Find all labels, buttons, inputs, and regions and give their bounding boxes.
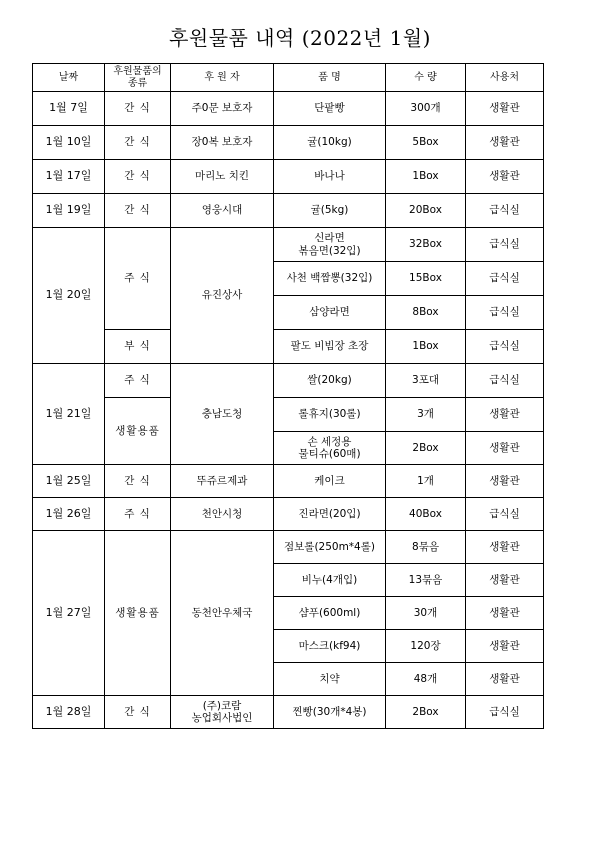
quantity-cell: 3포대 xyxy=(386,364,466,398)
quantity-cell: 1Box xyxy=(386,160,466,194)
header-item: 품 명 xyxy=(274,64,386,92)
table-row xyxy=(33,696,544,729)
date-cell: 1월 10일 xyxy=(33,126,105,160)
usage-place-cell: 생활관 xyxy=(466,432,544,465)
item-cell: 귤(5kg) xyxy=(274,194,386,228)
table-body xyxy=(33,92,544,729)
donor-cell: 뚜쥬르제과 xyxy=(171,465,274,498)
header-row xyxy=(33,64,544,92)
header-type: 후원물품의 종류 xyxy=(105,64,171,92)
donor-cell: 유진상사 xyxy=(171,228,274,364)
type-cell: 간 식 xyxy=(105,194,171,228)
item-cell: 단팥빵 xyxy=(274,92,386,126)
table-row xyxy=(33,330,544,364)
date-cell: 1월 20일 xyxy=(33,228,105,364)
table-row xyxy=(33,498,544,531)
usage-place-cell: 급식실 xyxy=(466,296,544,330)
usage-place-cell: 생활관 xyxy=(466,597,544,630)
usage-place-cell: 급식실 xyxy=(466,364,544,398)
table-row xyxy=(33,92,544,126)
item-cell: 귤(10kg) xyxy=(274,126,386,160)
header-place: 사용처 xyxy=(466,64,544,92)
donor-cell: 동천안우체국 xyxy=(171,531,274,696)
page-title: 후원물품 내역 (2022년 1월) xyxy=(169,26,431,50)
item-cell: 바나나 xyxy=(274,160,386,194)
type-cell: 간 식 xyxy=(105,92,171,126)
quantity-cell: 5Box xyxy=(386,126,466,160)
quantity-cell: 32Box xyxy=(386,228,466,262)
item-cell: 샴푸(600ml) xyxy=(274,597,386,630)
usage-place-cell: 급식실 xyxy=(466,194,544,228)
date-cell: 1월 26일 xyxy=(33,498,105,531)
quantity-cell: 13묶음 xyxy=(386,564,466,597)
quantity-cell: 8Box xyxy=(386,296,466,330)
item-cell: 찐빵(30개*4봉) xyxy=(274,696,386,729)
item-cell: 삼양라면 xyxy=(274,296,386,330)
usage-place-cell: 생활관 xyxy=(466,663,544,696)
item-cell: 치약 xyxy=(274,663,386,696)
donation-table xyxy=(32,63,544,729)
usage-place-cell: 생활관 xyxy=(466,160,544,194)
donor-cell: 천안시청 xyxy=(171,498,274,531)
date-cell: 1월 28일 xyxy=(33,696,105,729)
usage-place-cell: 생활관 xyxy=(466,630,544,663)
usage-place-cell: 급식실 xyxy=(466,262,544,296)
item-cell: 롤휴지(30롤) xyxy=(274,398,386,432)
item-cell: 사천 백짬뽕(32입) xyxy=(274,262,386,296)
usage-place-cell: 급식실 xyxy=(466,696,544,729)
usage-place-cell: 생활관 xyxy=(466,531,544,564)
table-row xyxy=(33,228,544,262)
quantity-cell: 40Box xyxy=(386,498,466,531)
date-cell: 1월 25일 xyxy=(33,465,105,498)
quantity-cell: 20Box xyxy=(386,194,466,228)
header-donor: 후 원 자 xyxy=(171,64,274,92)
date-cell: 1월 17일 xyxy=(33,160,105,194)
quantity-cell: 3개 xyxy=(386,398,466,432)
donor-cell: 충남도청 xyxy=(171,364,274,465)
header-date: 날짜 xyxy=(33,64,105,92)
usage-place-cell: 생활관 xyxy=(466,126,544,160)
donor-cell: 마리노 치킨 xyxy=(171,160,274,194)
table-row xyxy=(33,364,544,398)
type-cell: 간 식 xyxy=(105,160,171,194)
quantity-cell: 1개 xyxy=(386,465,466,498)
quantity-cell: 2Box xyxy=(386,696,466,729)
header-qty: 수 량 xyxy=(386,64,466,92)
type-cell: 부 식 xyxy=(105,330,171,364)
type-cell: 생활용품 xyxy=(105,531,171,696)
table-row xyxy=(33,398,544,432)
item-cell: 쌀(20kg) xyxy=(274,364,386,398)
usage-place-cell: 생활관 xyxy=(466,92,544,126)
donor-cell: 장0복 보호자 xyxy=(171,126,274,160)
quantity-cell: 8묶음 xyxy=(386,531,466,564)
usage-place-cell: 생활관 xyxy=(466,398,544,432)
item-cell: 팔도 비빔장 초장 xyxy=(274,330,386,364)
type-cell: 주 식 xyxy=(105,498,171,531)
donor-cell: 영웅시대 xyxy=(171,194,274,228)
type-cell: 간 식 xyxy=(105,696,171,729)
item-cell: 마스크(kf94) xyxy=(274,630,386,663)
date-cell: 1월 21일 xyxy=(33,364,105,465)
item-cell: 진라면(20입) xyxy=(274,498,386,531)
quantity-cell: 30개 xyxy=(386,597,466,630)
item-cell: 신라면 볶음면(32입) xyxy=(274,228,386,262)
type-cell: 주 식 xyxy=(105,364,171,398)
table-row xyxy=(33,531,544,564)
date-cell: 1월 27일 xyxy=(33,531,105,696)
usage-place-cell: 급식실 xyxy=(466,330,544,364)
item-cell: 점보롤(250m*4롤) xyxy=(274,531,386,564)
item-cell: 손 세정용 물티슈(60매) xyxy=(274,432,386,465)
usage-place-cell: 생활관 xyxy=(466,564,544,597)
type-cell: 간 식 xyxy=(105,126,171,160)
item-cell: 비누(4개입) xyxy=(274,564,386,597)
quantity-cell: 48개 xyxy=(386,663,466,696)
type-cell: 간 식 xyxy=(105,465,171,498)
usage-place-cell: 급식실 xyxy=(466,228,544,262)
quantity-cell: 300개 xyxy=(386,92,466,126)
table-row xyxy=(33,194,544,228)
table-row xyxy=(33,465,544,498)
date-cell: 1월 19일 xyxy=(33,194,105,228)
quantity-cell: 1Box xyxy=(386,330,466,364)
type-cell: 생활용품 xyxy=(105,398,171,465)
usage-place-cell: 급식실 xyxy=(466,498,544,531)
quantity-cell: 2Box xyxy=(386,432,466,465)
table-row xyxy=(33,160,544,194)
table-row xyxy=(33,126,544,160)
date-cell: 1월 7일 xyxy=(33,92,105,126)
donor-cell: 주0문 보호자 xyxy=(171,92,274,126)
item-cell: 케이크 xyxy=(274,465,386,498)
type-cell: 주 식 xyxy=(105,228,171,330)
donor-cell: (주)코람 농업회사법인 xyxy=(171,696,274,729)
usage-place-cell: 생활관 xyxy=(466,465,544,498)
quantity-cell: 15Box xyxy=(386,262,466,296)
quantity-cell: 120장 xyxy=(386,630,466,663)
